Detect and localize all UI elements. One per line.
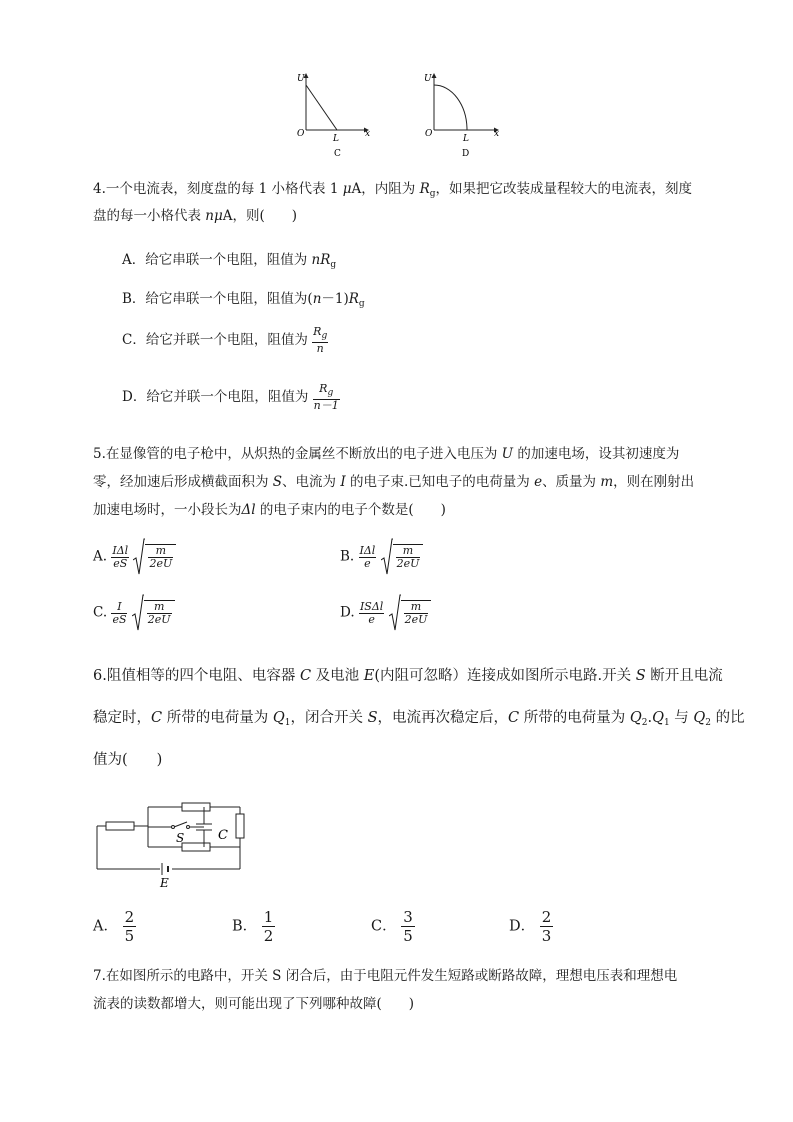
- graph-d-origin-label: O: [425, 129, 433, 139]
- q5-option-b[interactable]: B. $\frac{\text{IΔl}}{e}$ $\frac{m}{2eU}$: [340, 538, 423, 576]
- q6-battery: [160, 863, 172, 875]
- q6-capacitor-label: C: [218, 828, 228, 843]
- q5-option-b-sqrt: $\frac{m}{2eU}$: [381, 538, 424, 576]
- graph-d-x-label: x: [494, 129, 500, 139]
- graph-c-x-label: x: [365, 129, 371, 139]
- q4-option-c[interactable]: C．给它并联一个电阻，阻值为 $\frac{R_g}{n}$: [122, 325, 328, 355]
- q5-option-a-sqrt: $\frac{m}{2eU}$: [133, 538, 176, 576]
- q6-stem-line3: 值为( ): [93, 752, 163, 768]
- q5-option-c[interactable]: C. $\frac{I}{eS}$ $\frac{m}{2eU}$: [93, 594, 175, 632]
- q5-option-a[interactable]: A. $\frac{\text{IΔl}}{eS}$ $\frac{m}{2eU}$: [93, 538, 176, 576]
- graph-d-y-arrow: [432, 73, 437, 78]
- q6-option-c[interactable]: C． $\frac{3}{5}$: [371, 908, 413, 945]
- graph-d: [420, 70, 502, 160]
- graph-c-l-label: L: [333, 134, 339, 144]
- q4-stem-line2: 盘的每一小格代表 nμA，则( ): [93, 208, 298, 224]
- q6-circuit-diagram: [92, 798, 252, 890]
- graph-d-caption: D: [462, 149, 470, 159]
- q6-switch: [148, 822, 204, 829]
- graph-d-curve: [434, 85, 467, 130]
- q7-stem-line2: 流表的读数都增大，则可能出现了下列哪种故障( ): [93, 996, 415, 1012]
- q5-stem-line3: 加速电场时，一小段长为Δl 的电子束内的电子个数是( ): [93, 502, 446, 518]
- q4-option-d[interactable]: D．给它并联一个电阻，阻值为 $\frac{R_g}{n-1}$: [122, 382, 339, 412]
- graph-d-l-label: L: [463, 134, 469, 144]
- q6-option-b-fraction: $\frac{1}{2}$: [263, 908, 274, 945]
- q5-option-c-sqrt: $\frac{m}{2eU}$: [132, 594, 175, 632]
- q5-option-b-fraction: $\frac{\text{IΔl}}{e}$: [359, 543, 376, 570]
- q5-option-d-fraction: $\frac{\text{ISΔl}}{e}$: [359, 599, 384, 626]
- q4-option-d-fraction: $\frac{R_g}{n-1}$: [313, 382, 339, 412]
- graph-c-u-label: U: [297, 74, 305, 84]
- q6-option-d-fraction: $\frac{2}{3}$: [541, 908, 552, 945]
- q6-resistor-left: [106, 822, 134, 830]
- q5-option-a-fraction: $\frac{\text{IΔl}}{eS}$: [112, 543, 129, 570]
- q6-option-a-fraction: $\frac{2}{5}$: [124, 908, 135, 945]
- q6-option-b[interactable]: B． $\frac{1}{2}$: [232, 908, 274, 945]
- q5-stem-line1: 5.在显像管的电子枪中，从炽热的金属丝不断放出的电子进入电压为 U 的加速电场，设其初速度为: [93, 446, 680, 462]
- q6-resistor-bottom: [182, 843, 210, 851]
- graph-c-origin-label: O: [297, 129, 305, 139]
- q6-resistor-top: [182, 803, 210, 811]
- q4-option-c-fraction: $\frac{R_g}{n}$: [313, 325, 328, 355]
- graph-c-curve: [306, 85, 337, 130]
- q6-option-d[interactable]: D． $\frac{2}{3}$: [509, 908, 552, 945]
- q5-option-c-fraction: $\frac{I}{eS}$: [112, 599, 127, 626]
- graph-c: [292, 70, 372, 160]
- q5-option-d[interactable]: D. $\frac{\text{ISΔl}}{e}$ $\frac{m}{2eU}$: [340, 594, 431, 632]
- q5-stem-line2: 零，经加速后形成横截面积为 S、电流为 I 的电子束.已知电子的电荷量为 e、质量为 m，则在刚射出: [93, 474, 695, 490]
- q6-switch-label: S: [176, 831, 185, 845]
- q4-option-a[interactable]: A．给它串联一个电阻，阻值为 $nR_g$: [122, 252, 337, 270]
- q6-option-a[interactable]: A． $\frac{2}{5}$: [93, 908, 135, 945]
- q6-stem-line1: 6.阻值相等的四个电阻、电容器 C 及电池 E(内阻可忽略）连接成如图所示电路.开关 S 断开且电流: [93, 668, 723, 684]
- graph-d-u-label: U: [424, 74, 432, 84]
- q4-stem-line1: 4.一个电流表，刻度盘的每 1 小格代表 1 μA，内阻为 $R_g$，如果把它改装成量程较大的电流表，刻度: [93, 181, 692, 199]
- q6-battery-label: E: [160, 876, 169, 890]
- graph-c-caption: C: [334, 149, 341, 159]
- q4-option-b[interactable]: B．给它串联一个电阻，阻值为$(n-1)R_g$: [122, 291, 365, 309]
- q5-option-d-sqrt: $\frac{m}{2eU}$: [389, 594, 432, 632]
- q6-stem-line2: 稳定时，C 所带的电荷量为 $Q_1$，闭合开关 S，电流再次稳定后，C 所带的电荷量为 $Q_2.Q_1$ 与 $Q_2$ 的比: [93, 710, 745, 728]
- q6-option-c-fraction: $\frac{3}{5}$: [403, 908, 413, 945]
- q6-resistor-right: [236, 814, 244, 838]
- q7-stem-line1: 7.在如图所示的电路中，开关 S 闭合后，由于电阻元件发生短路或断路故障，理想电压表和理想电: [93, 968, 678, 984]
